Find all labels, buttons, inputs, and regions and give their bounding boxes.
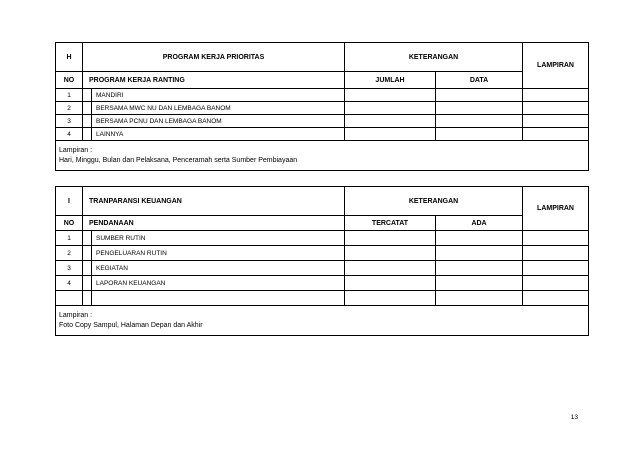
row-number: 4 xyxy=(56,128,83,141)
table-row xyxy=(56,128,589,141)
row-label: MANDIRI xyxy=(92,89,345,102)
program-kerja-table xyxy=(55,42,589,171)
tercatat-header: TERCATAT xyxy=(345,216,436,231)
tercatat-cell[interactable] xyxy=(345,261,436,276)
no-header: NO xyxy=(56,216,83,231)
row-label: BERSAMA PCNU DAN LEMBAGA BANOM xyxy=(92,115,345,128)
attachment-note xyxy=(56,306,589,336)
row-label: LAPORAN KEUANGAN xyxy=(92,276,345,291)
transparansi-keuangan-table xyxy=(55,186,589,336)
row-label: BERSAMA MWC NU DAN LEMBAGA BANOM xyxy=(92,102,345,115)
note-label: Lampiran : xyxy=(59,146,93,154)
data-cell[interactable] xyxy=(436,128,523,141)
check-cell[interactable] xyxy=(83,102,92,115)
empty-cell xyxy=(56,291,83,306)
jumlah-cell[interactable] xyxy=(345,89,436,102)
jumlah-cell[interactable] xyxy=(345,102,436,115)
tercatat-cell[interactable] xyxy=(345,231,436,246)
empty-cell xyxy=(92,291,345,306)
lampiran-cell[interactable] xyxy=(523,291,589,306)
lampiran-cell[interactable] xyxy=(523,261,589,276)
check-cell[interactable] xyxy=(83,246,92,261)
keterangan-header: KETERANGAN xyxy=(345,187,523,216)
ada-cell[interactable] xyxy=(436,261,523,276)
tercatat-cell[interactable] xyxy=(345,276,436,291)
page-number: 13 xyxy=(570,414,578,421)
data-cell[interactable] xyxy=(436,89,523,102)
lampiran-cell[interactable] xyxy=(523,102,589,115)
data-header: DATA xyxy=(436,72,523,89)
lampiran-cell[interactable] xyxy=(523,115,589,128)
lampiran-cell[interactable] xyxy=(523,231,589,246)
no-header: NO xyxy=(56,72,83,89)
check-cell[interactable] xyxy=(83,231,92,246)
row-number: 3 xyxy=(56,261,83,276)
lampiran-cell[interactable] xyxy=(523,246,589,261)
section-code: I xyxy=(56,187,83,216)
table-row xyxy=(56,231,589,246)
row-number: 3 xyxy=(56,115,83,128)
check-cell[interactable] xyxy=(83,128,92,141)
row-number: 4 xyxy=(56,276,83,291)
tercatat-cell[interactable] xyxy=(345,291,436,306)
note-text: Hari, Minggu, Bulan dan Pelaksana, Penceramah serta Sumber Pembiayaan xyxy=(59,156,298,164)
data-cell[interactable] xyxy=(436,115,523,128)
section-code: H xyxy=(56,43,83,72)
table-row xyxy=(56,291,589,306)
data-cell[interactable] xyxy=(436,102,523,115)
table-row xyxy=(56,276,589,291)
attachment-note xyxy=(56,141,589,171)
row-label: KEGIATAN xyxy=(92,261,345,276)
lampiran-header: LAMPIRAN xyxy=(523,187,589,231)
lampiran-cell[interactable] xyxy=(523,276,589,291)
ada-header: ADA xyxy=(436,216,523,231)
lampiran-header: LAMPIRAN xyxy=(523,43,589,89)
check-cell[interactable] xyxy=(83,115,92,128)
ada-cell[interactable] xyxy=(436,231,523,246)
row-number: 1 xyxy=(56,231,83,246)
lampiran-cell[interactable] xyxy=(523,128,589,141)
lampiran-cell[interactable] xyxy=(523,89,589,102)
row-label: SUMBER RUTIN xyxy=(92,231,345,246)
ada-cell[interactable] xyxy=(436,291,523,306)
table-row xyxy=(56,115,589,128)
row-number: 1 xyxy=(56,89,83,102)
tercatat-cell[interactable] xyxy=(345,246,436,261)
table-row xyxy=(56,246,589,261)
subtitle-header: PENDANAAN xyxy=(83,216,345,231)
row-label: PENGELUARAN RUTIN xyxy=(92,246,345,261)
jumlah-cell[interactable] xyxy=(345,128,436,141)
check-cell[interactable] xyxy=(83,261,92,276)
row-label: LAINNYA xyxy=(92,128,345,141)
note-label: Lampiran : xyxy=(59,311,93,319)
row-number: 2 xyxy=(56,102,83,115)
note-text: Foto Copy Sampul, Halaman Depan dan Akhir xyxy=(59,321,203,329)
ada-cell[interactable] xyxy=(436,246,523,261)
section-title: PROGRAM KERJA PRIORITAS xyxy=(83,43,345,72)
table-row xyxy=(56,89,589,102)
check-cell[interactable] xyxy=(83,291,92,306)
check-cell[interactable] xyxy=(83,276,92,291)
table-row xyxy=(56,261,589,276)
check-cell[interactable] xyxy=(83,89,92,102)
table-row xyxy=(56,102,589,115)
jumlah-header: JUMLAH xyxy=(345,72,436,89)
keterangan-header: KETERANGAN xyxy=(345,43,523,72)
row-number: 2 xyxy=(56,246,83,261)
jumlah-cell[interactable] xyxy=(345,115,436,128)
section-title: TRANPARANSI KEUANGAN xyxy=(83,187,345,216)
subtitle-header: PROGRAM KERJA RANTING xyxy=(83,72,345,89)
ada-cell[interactable] xyxy=(436,276,523,291)
